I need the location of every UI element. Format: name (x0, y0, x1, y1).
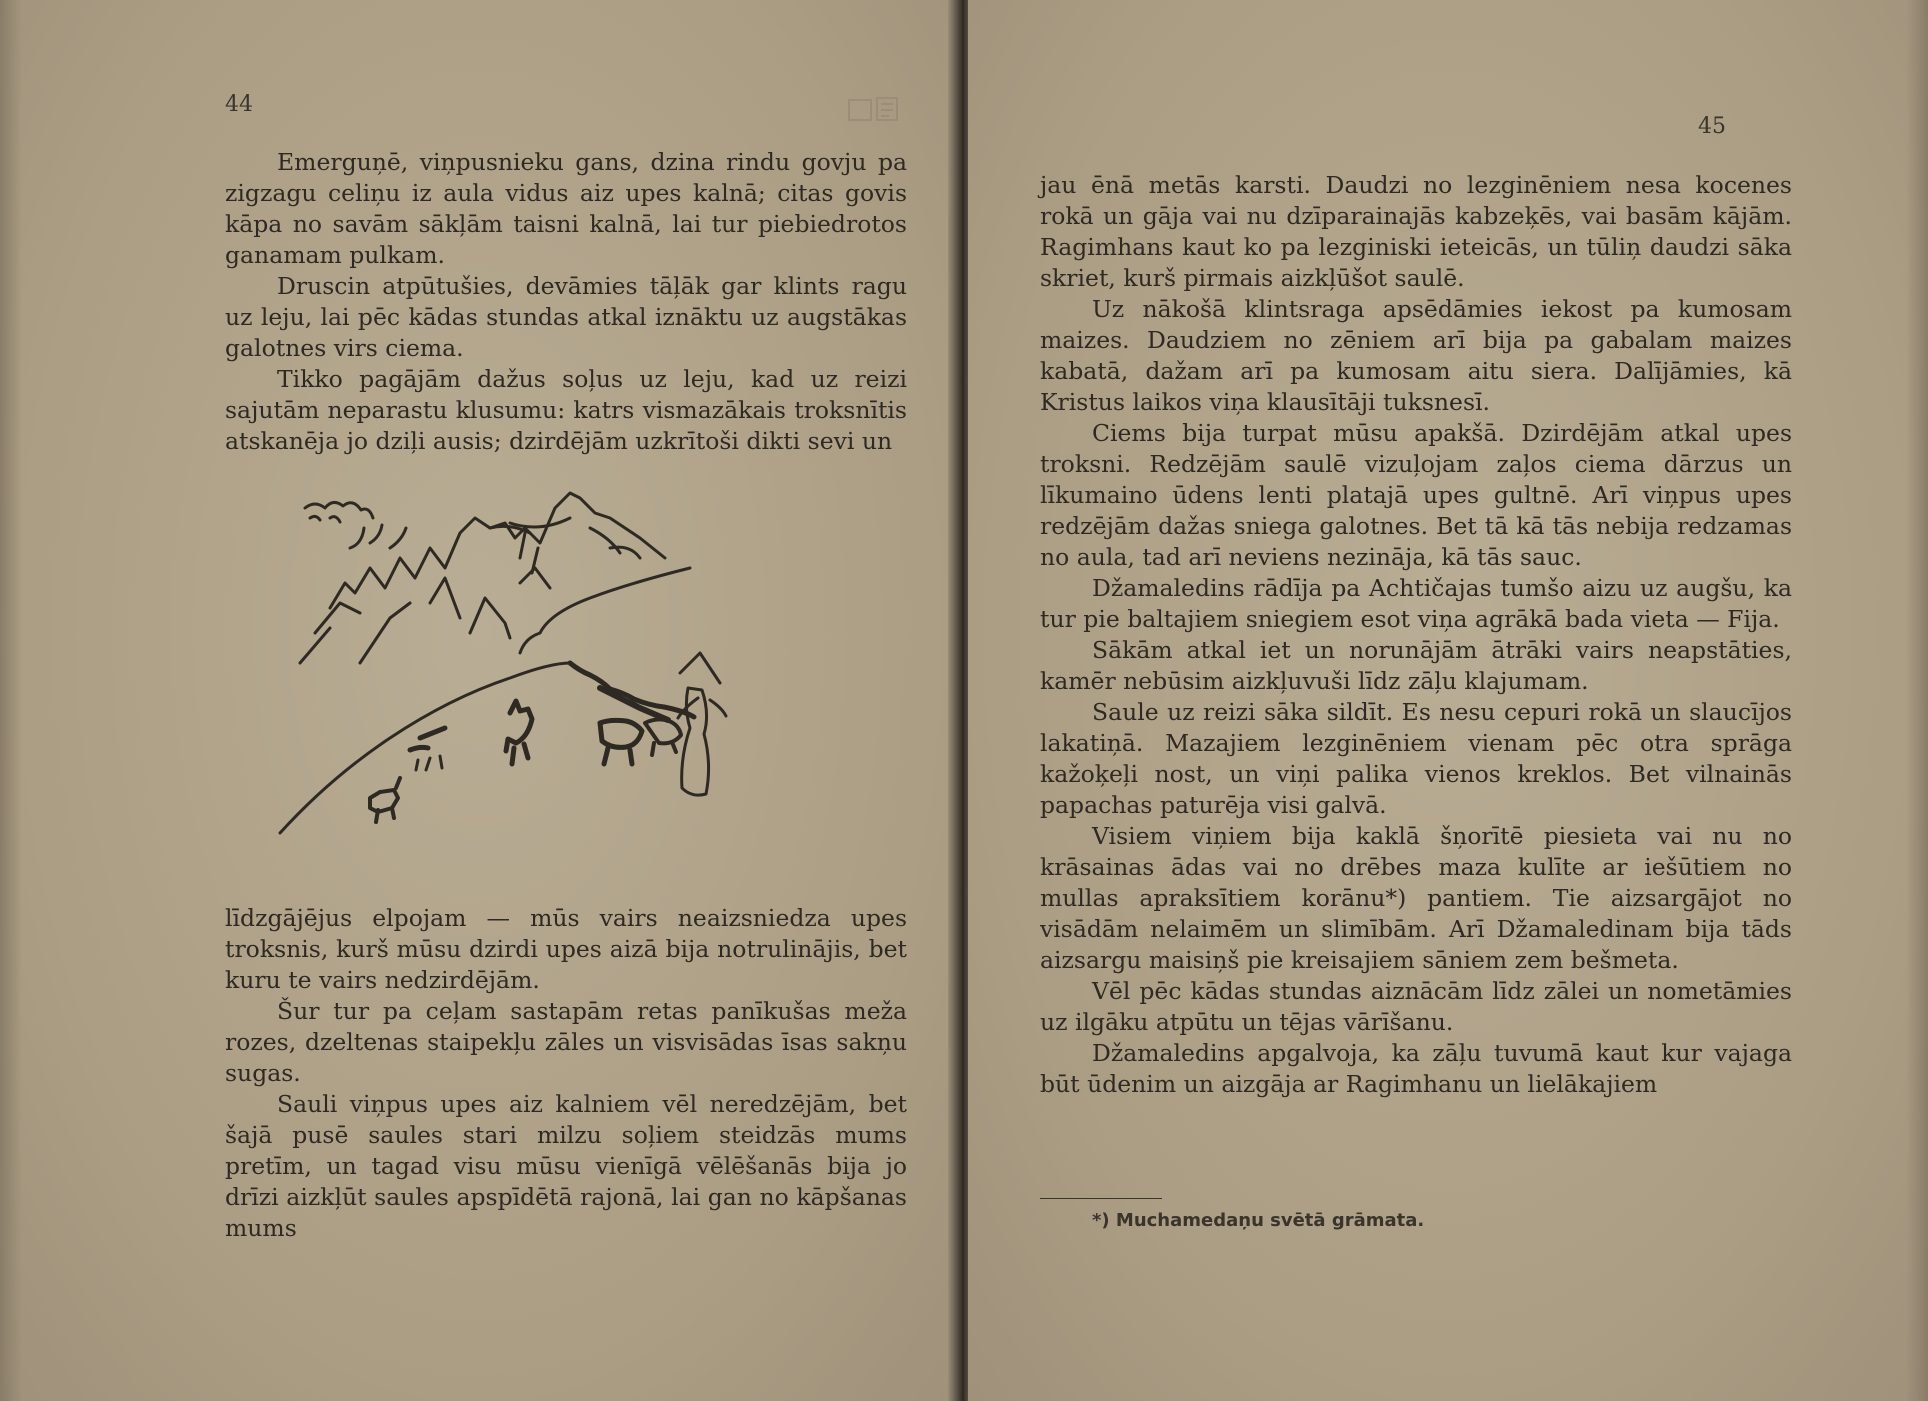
paragraph: Sākām atkal iet un norunājām ātrāki vairs neapstāties, kamēr nebūsim aizkļuvuši līdz zāļu klajumam. (1040, 636, 1792, 695)
page-edge-shadow (1906, 0, 1928, 1401)
paragraph: Vēl pēc kādas stundas aiznācām līdz zālei un nometāmies uz ilgāku atpūtu un tējas vārīšanu. (1040, 977, 1792, 1036)
left-text-bottom (225, 903, 907, 1244)
paragraph: Ciems bija turpat mūsu apakšā. Dzirdējām atkal upes troksni. Redzējām saulē vizuļojam zaļos ciema dārzus un līkumaino ūdens lenti platajā upes gultnē. Arī viņpus upes redzējām dažas sniega galotnes. Bet tā kā tās nebija redzamas no aula, tad arī neviens nezināja, kā tās sauc. (1040, 419, 1792, 571)
paragraph: Džamaledins apgalvoja, ka zāļu tuvumā kaut kur vajaga būt ūdenim un aizgāja ar Ragimhanu un lielākajiem (1040, 1039, 1792, 1098)
paragraph: Šur tur pa ceļam sastapām retas panīkušas meža rozes, dzeltenas staipekļu zāles un visvisādas īsas sakņu sugas. (225, 997, 907, 1087)
paragraph: Emerguņē, viņpusnieku gans, dzina rindu govju pa zigzagu celiņu iz aula vidus aiz upes kalnā; citas govis kāpa no savām sākļām taisni kalnā, lai tur piebiedrotos ganamam pulkam. (225, 148, 907, 269)
paragraph: jau ēnā metās karsti. Daudzi no lezginēniem nesa kocenes rokā un gāja vai nu dzīparainajās kabzeķēs, vai basām kājām. Ragimhans kaut ko pa lezginiski ieteicās, un tūliņ daudzi sāka skriet, kurš pirmais aizkļūšot saulē. (1040, 171, 1792, 292)
paragraph: Tikko pagājām dažus soļus uz leju, kad uz reizi sajutām neparastu klusumu: katrs vismazākais troksnītis atskanēja jo dziļi ausis; dzirdējām uzkrītoši dikti sevi un (225, 365, 907, 455)
paragraph: Uz nākošā klintsraga apsēdāmies iekost pa kumosam maizes. Daudziem no zēniem arī bija pa gabalam maizes kabatā, dažam arī pa kumosam aitu siera. Dalījāmies, kā Kristus laikos viņa klausītāji tuksnesī. (1040, 295, 1792, 416)
paragraph: Sauli viņpus upes aiz kalniem vēl neredzējām, bet šajā pusē saules stari milzu soļiem steidzās mums pretīm, un tagad visu mūsu vienīgā vēlēšanās bija jo drīzi aizkļūt saules apspīdētā rajonā, lai gan no kāpšanas mums (225, 1090, 907, 1242)
paragraph: Druscin atpūtušies, devāmies tāļāk gar klints ragu uz leju, lai pēc kādas stundas atkal iznāktu uz augstākas galotnes virs ciema. (225, 272, 907, 362)
page-number-right: 45 (1698, 114, 1726, 139)
footnote-divider (1040, 1198, 1162, 1199)
right-page (968, 0, 1928, 1401)
right-text (1040, 170, 1792, 1100)
page-edge-shadow (0, 0, 22, 1401)
page-number-left: 44 (225, 92, 253, 117)
paragraph: Saule uz reizi sāka sildīt. Es nesu cepuri rokā un slaucījos lakatiņā. Mazajiem lezginēniem vienam pēc otra sprāga kažoķeļi nost, un viņi palika vienos kreklos. Bet vilnainās papachas paturēja visi galvā. (1040, 698, 1792, 819)
mountain-herd-illustration (270, 488, 870, 888)
left-page (0, 0, 958, 1401)
library-stamp-icon (845, 96, 903, 124)
paragraph: Visiem viņiem bija kaklā šņorītē piesieta vai nu no krāsainas ādas vai no drēbes maza kulīte ar iešūtiem no mullas apraksītiem korānu*) pantiem. Tie aizsargājot no visādām nelaimēm un slimībām. Arī Džamaledinam bija tāds aizsargu maisiņš pie kreisajiem sāniem zem bešmeta. (1040, 822, 1792, 974)
footnote: *) Muchamedaņu svētā grāmata. (1092, 1210, 1425, 1231)
left-text-top (225, 147, 907, 457)
paragraph: līdzgājējus elpojam — mūs vairs neaizsniedza upes troksnis, kurš mūsu dzirdi upes aizā bija notrulinājis, bet kuru te vairs nedzirdējām. (225, 904, 907, 994)
paragraph: Džamaledins rādīja pa Achtičajas tumšo aizu uz augšu, ka tur pie baltajiem sniegiem esot viņa agrākā bada vieta — Fija. (1040, 574, 1792, 633)
